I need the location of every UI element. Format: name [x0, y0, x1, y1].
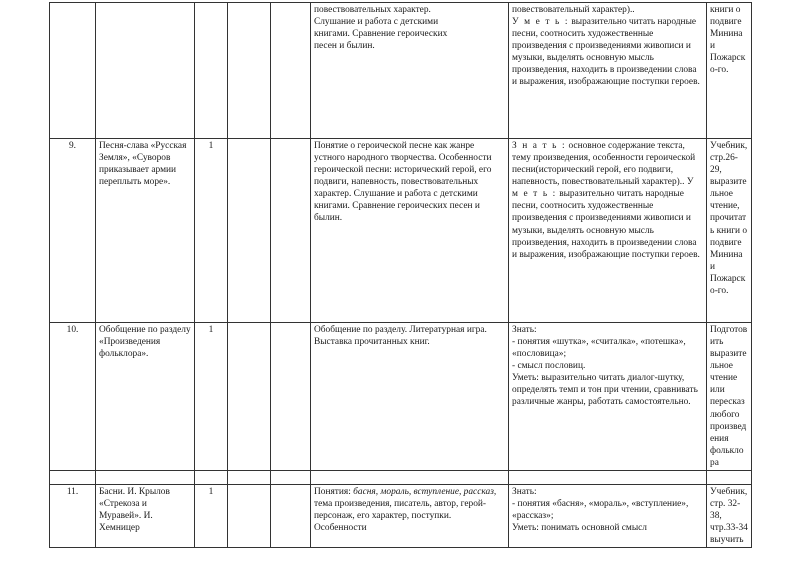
topic-text: Песня-слава «Русская Земля», «Суворов приказывает армии переплыть море».: [99, 141, 187, 188]
cell-hours: [195, 484, 228, 547]
cell-date: [228, 323, 271, 471]
table-row: [50, 323, 752, 471]
table-spacer-row: [50, 470, 752, 484]
table-row: [50, 139, 752, 323]
homework-text: Учебник, стр.26-29, выразительное чтение, прочитать книги о подвиге Минина и Пожарско-го.: [710, 141, 748, 296]
cell-requirements: [509, 323, 707, 471]
content-suffix: тема произведения, писатель, автор, герой-персонаж, его характер, поступки. Особенности: [314, 499, 487, 534]
table-row: [50, 3, 752, 139]
content-line: повествовательных характер.: [314, 5, 431, 15]
spacer-cell: [195, 470, 228, 484]
requirement-body-umet: выразительно читать народные песни, соотносить художественные произведения с произведениями живописи и музыки, выделять основную мысль произведения, находить в произведении слова и выражения, изображающие поступки героев.: [512, 189, 700, 260]
requirement-heading-znat: Знать:: [512, 486, 537, 497]
cell-date-actual: [271, 3, 311, 139]
cell-content: [311, 139, 509, 323]
spacer-cell: [509, 470, 707, 484]
content-line: песен и былин.: [314, 41, 375, 52]
cell-hours: [195, 323, 228, 471]
requirement-heading-umet: У м е т ь :: [512, 177, 696, 200]
cell-date-actual: [271, 323, 311, 471]
cell-row-number: [50, 484, 96, 547]
requirement-body-umet: Уметь: выразительно читать диалог-шутку, определять темп и тон при чтении, сравнивать различные жанры, работать самостоятельно.: [512, 373, 698, 408]
requirement-item: - смысл пословиц.: [512, 361, 586, 372]
requirement-body-znat: основное содержание текста, тему произведения, особенности героической песни(исторический герой, его подвиги, напевность, повествовательный характер)..: [512, 141, 696, 188]
homework-text: книги о подвиге Минина и Пожарско-го.: [710, 5, 746, 76]
hours-value: 1: [208, 325, 214, 335]
spacer-cell: [50, 470, 96, 484]
spacer-cell: [228, 470, 271, 484]
cell-date: [228, 3, 271, 139]
spacer-cell: [707, 470, 752, 484]
topic-text: Обобщение по разделу «Произведения фольклора».: [99, 325, 191, 360]
row-number-9: 9.: [68, 141, 77, 151]
requirement-heading-znat: З н а т ь :: [512, 141, 567, 151]
cell-topic: [96, 484, 195, 547]
cell-row-number: [50, 3, 96, 139]
cell-date-actual: [271, 484, 311, 547]
hours-value: 1: [208, 141, 214, 151]
requirement-heading-umet: У м е т ь :: [512, 17, 570, 28]
cell-date: [228, 139, 271, 323]
cell-hours: [195, 3, 228, 139]
cell-row-number: [50, 139, 96, 323]
row-number-11: 11.: [66, 486, 79, 497]
content-line: книгами. Сравнение героических: [314, 29, 448, 40]
cell-date-actual: [271, 139, 311, 323]
spacer-cell: [96, 470, 195, 484]
content-text: Понятие о героической песне как жанре устного народного творчества. Особенности героической песни: исторический герой, его подвиги, напевность, повествовательных характер. Слушание и работа с детскими книгами. Сравнение героических песен и былин.: [314, 141, 492, 224]
cell-requirements: [509, 3, 707, 139]
requirement-body-umet: выразительно читать народные песни, соотносить художественные произведения с произведениями живописи и музыки, выделять основную мысль произведения, находить в произведении слова и выражения, изображающие поступки героев.: [512, 17, 700, 88]
requirement-heading-znat: Знать:: [512, 325, 537, 335]
lesson-plan-table: [49, 2, 752, 548]
homework-text: Учебник, стр. 32-38, чтр.33-34 выучить: [710, 486, 748, 546]
cell-homework: [707, 3, 752, 139]
content-prefix: Понятия:: [314, 486, 354, 497]
row-number-10: 10.: [66, 325, 79, 335]
cell-row-number: [50, 323, 96, 471]
requirement-text: повествовательный характер)..: [512, 5, 635, 15]
cell-topic: [96, 3, 195, 139]
cell-requirements: [509, 484, 707, 547]
cell-content: [311, 3, 509, 139]
cell-topic: [96, 323, 195, 471]
homework-text: Подготовить выразительное чтение или пересказ любого произведения фольклора: [710, 325, 748, 468]
hours-value: 1: [208, 486, 214, 497]
cell-homework: [707, 139, 752, 323]
spacer-cell: [271, 470, 311, 484]
cell-content: [311, 323, 509, 471]
spacer-cell: [311, 470, 509, 484]
cell-topic: [96, 139, 195, 323]
requirement-item: - понятия «басня», «мораль», «вступление», «рассказ»;: [512, 499, 689, 522]
content-text: Обобщение по разделу. Литературная игра. Выставка прочитанных книг.: [314, 325, 487, 348]
cell-homework: [707, 323, 752, 471]
cell-homework: [707, 484, 752, 547]
content-italic-terms: басня, мораль, вступление, рассказ,: [353, 486, 497, 497]
topic-text: Басни. И. Крылов «Стрекоза и Муравей». И. Хемницер: [99, 486, 170, 534]
requirement-item: - понятия «шутка», «считалка», «потешка», «пословица»;: [512, 337, 686, 360]
requirement-body-umet: Уметь: понимать основной смысл: [512, 523, 647, 534]
cell-date: [228, 484, 271, 547]
content-line: Слушание и работа с детскими: [314, 17, 439, 28]
cell-hours: [195, 139, 228, 323]
cell-content: [311, 484, 509, 547]
cell-requirements: [509, 139, 707, 323]
table-row: [50, 484, 752, 547]
